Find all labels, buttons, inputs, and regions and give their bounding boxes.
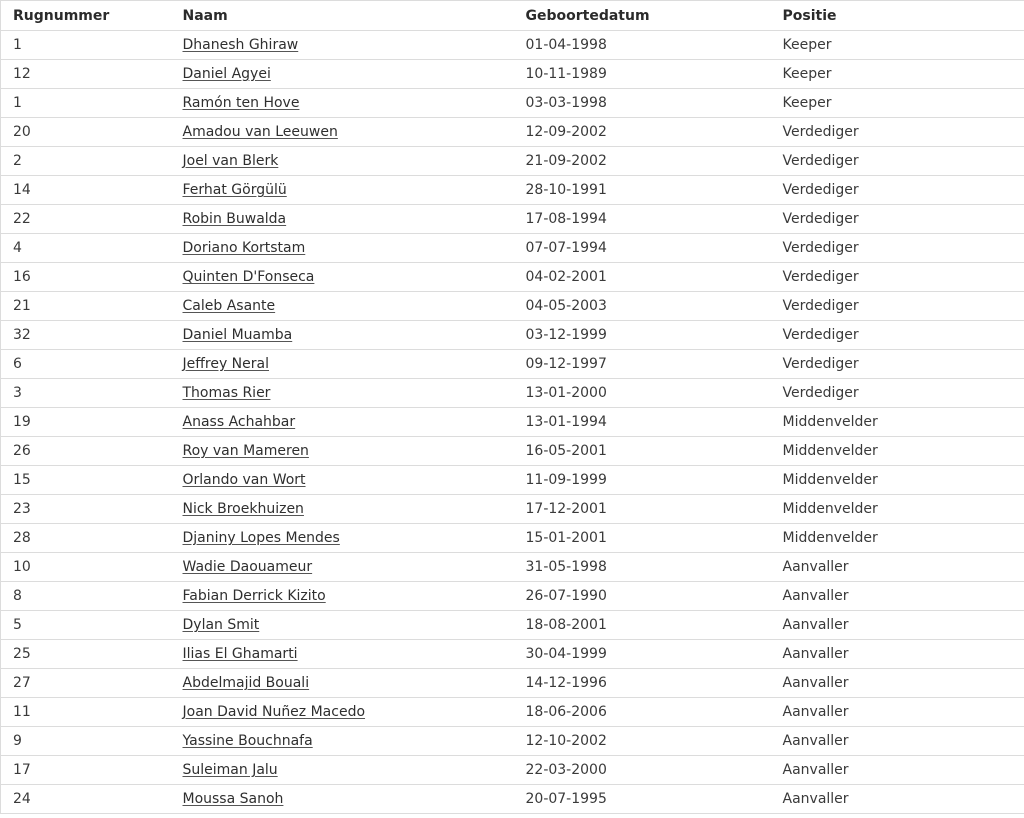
cell-name	[171, 379, 514, 408]
cell-birthdate: 18-08-2001	[514, 611, 771, 640]
cell-name	[171, 524, 514, 553]
table-row	[1, 292, 1024, 321]
table-row	[1, 785, 1024, 814]
cell-number: 4	[1, 234, 171, 263]
table-row	[1, 379, 1024, 408]
cell-number: 27	[1, 669, 171, 698]
player-name-link[interactable]: Orlando van Wort	[182, 472, 306, 488]
table-row	[1, 524, 1024, 553]
cell-name	[171, 727, 514, 756]
player-name-link[interactable]: Ferhat Görgülü	[182, 182, 287, 198]
cell-birthdate: 12-09-2002	[514, 118, 771, 147]
table-row	[1, 234, 1024, 263]
cell-name	[171, 553, 514, 582]
player-name-link[interactable]: Moussa Sanoh	[182, 791, 284, 807]
cell-name	[171, 292, 514, 321]
cell-position: Verdediger	[771, 234, 1024, 263]
cell-name	[171, 147, 514, 176]
cell-birthdate: 11-09-1999	[514, 466, 771, 495]
table-header	[1, 1, 1024, 31]
cell-name	[171, 321, 514, 350]
cell-name	[171, 495, 514, 524]
table-row	[1, 727, 1024, 756]
table-row	[1, 698, 1024, 727]
player-name-link[interactable]: Ramón ten Hove	[182, 95, 300, 111]
cell-birthdate: 13-01-2000	[514, 379, 771, 408]
cell-number: 11	[1, 698, 171, 727]
cell-name	[171, 611, 514, 640]
table-row	[1, 263, 1024, 292]
cell-position: Keeper	[771, 60, 1024, 89]
cell-birthdate: 09-12-1997	[514, 350, 771, 379]
cell-position: Verdediger	[771, 321, 1024, 350]
cell-position: Aanvaller	[771, 640, 1024, 669]
table-row	[1, 89, 1024, 118]
cell-birthdate: 18-06-2006	[514, 698, 771, 727]
header-name[interactable]: Naam	[171, 1, 514, 31]
player-name-link[interactable]: Djaniny Lopes Mendes	[182, 530, 340, 546]
table-row	[1, 60, 1024, 89]
cell-number: 6	[1, 350, 171, 379]
cell-birthdate: 31-05-1998	[514, 553, 771, 582]
player-name-link[interactable]: Amadou van Leeuwen	[182, 124, 338, 140]
table-row	[1, 350, 1024, 379]
cell-position: Keeper	[771, 31, 1024, 60]
cell-birthdate: 30-04-1999	[514, 640, 771, 669]
cell-number: 17	[1, 756, 171, 785]
cell-name	[171, 350, 514, 379]
cell-position: Aanvaller	[771, 669, 1024, 698]
cell-birthdate: 03-12-1999	[514, 321, 771, 350]
cell-position: Middenvelder	[771, 437, 1024, 466]
cell-birthdate: 16-05-2001	[514, 437, 771, 466]
cell-birthdate: 17-12-2001	[514, 495, 771, 524]
cell-name	[171, 437, 514, 466]
cell-number: 1	[1, 89, 171, 118]
cell-position: Verdediger	[771, 379, 1024, 408]
cell-name	[171, 785, 514, 814]
player-name-link[interactable]: Caleb Asante	[182, 298, 276, 314]
cell-name	[171, 408, 514, 437]
header-position[interactable]: Positie	[771, 1, 1024, 31]
player-name-link[interactable]: Joan David Nuñez Macedo	[182, 704, 366, 720]
cell-number: 16	[1, 263, 171, 292]
table-row	[1, 176, 1024, 205]
cell-number: 28	[1, 524, 171, 553]
cell-birthdate: 13-01-1994	[514, 408, 771, 437]
player-name-link[interactable]: Joel van Blerk	[182, 153, 279, 169]
cell-birthdate: 21-09-2002	[514, 147, 771, 176]
cell-number: 2	[1, 147, 171, 176]
cell-position: Keeper	[771, 89, 1024, 118]
table-row	[1, 321, 1024, 350]
cell-name	[171, 466, 514, 495]
table-row	[1, 205, 1024, 234]
cell-birthdate: 07-07-1994	[514, 234, 771, 263]
player-name-link[interactable]: Dylan Smit	[182, 617, 260, 633]
cell-position: Aanvaller	[771, 785, 1024, 814]
cell-birthdate: 03-03-1998	[514, 89, 771, 118]
cell-position: Middenvelder	[771, 524, 1024, 553]
cell-number: 25	[1, 640, 171, 669]
header-number[interactable]: Rugnummer	[1, 1, 171, 31]
player-name-link[interactable]: Nick Broekhuizen	[182, 501, 304, 517]
cell-birthdate: 04-05-2003	[514, 292, 771, 321]
cell-number: 12	[1, 60, 171, 89]
cell-name	[171, 582, 514, 611]
header-birthdate[interactable]: Geboortedatum	[514, 1, 771, 31]
cell-number: 15	[1, 466, 171, 495]
header-row	[1, 1, 1024, 31]
table-row	[1, 669, 1024, 698]
table-row	[1, 31, 1024, 60]
cell-number: 10	[1, 553, 171, 582]
cell-number: 24	[1, 785, 171, 814]
player-name-link[interactable]: Daniel Agyei	[182, 66, 271, 82]
player-name-link[interactable]: Daniel Muamba	[182, 327, 293, 343]
player-name-link[interactable]: Doriano Kortstam	[182, 240, 306, 256]
cell-position: Aanvaller	[771, 727, 1024, 756]
cell-position: Aanvaller	[771, 553, 1024, 582]
cell-birthdate: 17-08-1994	[514, 205, 771, 234]
cell-number: 23	[1, 495, 171, 524]
cell-position: Verdediger	[771, 118, 1024, 147]
cell-position: Middenvelder	[771, 495, 1024, 524]
table-body	[1, 31, 1024, 814]
table-row	[1, 611, 1024, 640]
cell-position: Verdediger	[771, 205, 1024, 234]
table-row	[1, 495, 1024, 524]
cell-birthdate: 20-07-1995	[514, 785, 771, 814]
cell-number: 1	[1, 31, 171, 60]
player-name-link[interactable]: Anass Achahbar	[182, 414, 296, 430]
cell-name	[171, 89, 514, 118]
cell-number: 9	[1, 727, 171, 756]
player-name-link[interactable]: Fabian Derrick Kizito	[182, 588, 326, 604]
cell-number: 8	[1, 582, 171, 611]
cell-position: Verdediger	[771, 176, 1024, 205]
player-name-link[interactable]: Wadie Daouameur	[182, 559, 313, 575]
cell-number: 5	[1, 611, 171, 640]
cell-position: Middenvelder	[771, 408, 1024, 437]
player-name-link[interactable]: Yassine Bouchnafa	[182, 733, 313, 749]
cell-birthdate: 15-01-2001	[514, 524, 771, 553]
cell-number: 26	[1, 437, 171, 466]
player-name-link[interactable]: Jeffrey Neral	[182, 356, 269, 372]
cell-name	[171, 118, 514, 147]
cell-name	[171, 205, 514, 234]
cell-birthdate: 12-10-2002	[514, 727, 771, 756]
table-row	[1, 437, 1024, 466]
cell-name	[171, 640, 514, 669]
cell-name	[171, 234, 514, 263]
cell-position: Verdediger	[771, 147, 1024, 176]
player-name-link[interactable]: Abdelmajid Bouali	[182, 675, 310, 691]
table-row	[1, 118, 1024, 147]
cell-number: 19	[1, 408, 171, 437]
table-row	[1, 582, 1024, 611]
cell-number: 3	[1, 379, 171, 408]
table-row	[1, 756, 1024, 785]
player-name-link[interactable]: Robin Buwalda	[182, 211, 287, 227]
cell-birthdate: 28-10-1991	[514, 176, 771, 205]
cell-number: 14	[1, 176, 171, 205]
table-row	[1, 147, 1024, 176]
cell-birthdate: 10-11-1989	[514, 60, 771, 89]
cell-position: Verdediger	[771, 292, 1024, 321]
cell-number: 21	[1, 292, 171, 321]
player-name-link[interactable]: Dhanesh Ghiraw	[182, 37, 299, 53]
cell-position: Verdediger	[771, 350, 1024, 379]
cell-birthdate: 26-07-1990	[514, 582, 771, 611]
cell-name	[171, 698, 514, 727]
table-row	[1, 640, 1024, 669]
player-name-link[interactable]: Suleiman Jalu	[182, 762, 278, 778]
cell-number: 32	[1, 321, 171, 350]
cell-position: Aanvaller	[771, 611, 1024, 640]
cell-position: Verdediger	[771, 263, 1024, 292]
table-row	[1, 466, 1024, 495]
cell-position: Aanvaller	[771, 756, 1024, 785]
cell-birthdate: 04-02-2001	[514, 263, 771, 292]
cell-number: 22	[1, 205, 171, 234]
cell-number: 20	[1, 118, 171, 147]
player-name-link[interactable]: Roy van Mameren	[182, 443, 309, 459]
cell-name	[171, 60, 514, 89]
cell-position: Aanvaller	[771, 698, 1024, 727]
cell-position: Aanvaller	[771, 582, 1024, 611]
cell-position: Middenvelder	[771, 466, 1024, 495]
cell-name	[171, 176, 514, 205]
cell-birthdate: 01-04-1998	[514, 31, 771, 60]
table-row	[1, 553, 1024, 582]
cell-name	[171, 756, 514, 785]
cell-name	[171, 31, 514, 60]
player-name-link[interactable]: Ilias El Ghamarti	[182, 646, 298, 662]
player-name-link[interactable]: Quinten D'Fonseca	[182, 269, 315, 285]
cell-name	[171, 669, 514, 698]
table-row	[1, 408, 1024, 437]
player-name-link[interactable]: Thomas Rier	[182, 385, 271, 401]
cell-birthdate: 22-03-2000	[514, 756, 771, 785]
cell-name	[171, 263, 514, 292]
cell-birthdate: 14-12-1996	[514, 669, 771, 698]
